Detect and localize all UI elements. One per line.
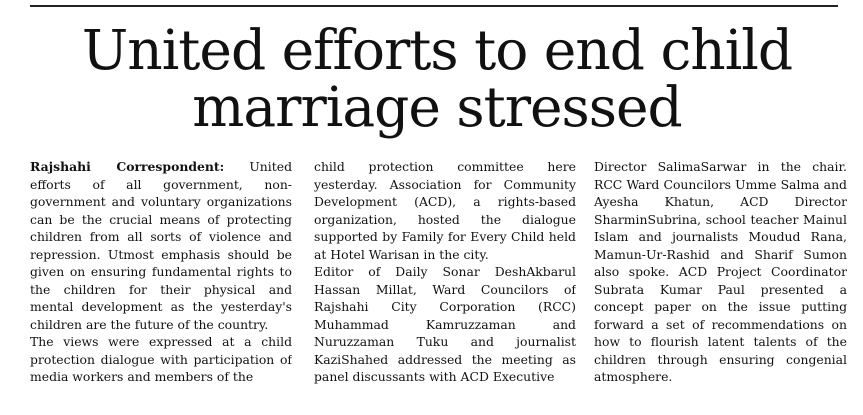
headline-line-2: marriage stressed [192,75,682,139]
headline-line-1: United efforts to end child [81,18,793,82]
headline [22,18,852,139]
article-paragraph-1-text: United efforts of all government, non-government and voluntary organizations can be the crucial means of protecting children from all sorts of violence and repression. Utmost emphasis should be given on ensuring fundamental rights to the children for their physical and mental development as the yesterday's children are the future of the country. [30,159,292,332]
article-column-2 [314,158,576,386]
article-paragraph-5: Director SalimaSarwar in the chair. RCC Ward Councilors Umme Salma and Ayesha Khatun, ACD Director SharminSubrina, school teacher Mainul Islam and journalists Moudud Rana, Mamun-Ur-Rashid and Sharif Sumon also spoke. ACD Project Coordinator Subrata Kumar Paul presented a concept paper on the issue putting forward a set of recommendations on how to flourish latent talents of the children through ensuring congenial atmosphere. [594,159,847,384]
article-paragraph-2: The views were expressed at a child protection dialogue with participation of media workers and members of the [30,334,292,384]
article-paragraph-1 [30,158,292,333]
article-paragraph-3: child protection committee here yesterday. Association for Community Development (ACD), a rights-based organization, hosted the dialogue supported by Family for Every Child held at Hotel Warisan in the city. [314,159,576,262]
byline: Rajshahi Correspondent: [30,159,225,174]
article-paragraph-4: Editor of Daily Sonar DeshAkbarul Hassan Millat, Ward Councilors of Rajshahi City Corporation (RCC) Muhammad Kamruzzaman and Nuruzzaman Tuku and journalist KaziShahed addressed the meeting as panel discussants with ACD Executive [314,264,576,384]
article-column-1 [30,158,292,386]
article-column-3 [594,158,847,386]
top-rule [30,5,838,7]
